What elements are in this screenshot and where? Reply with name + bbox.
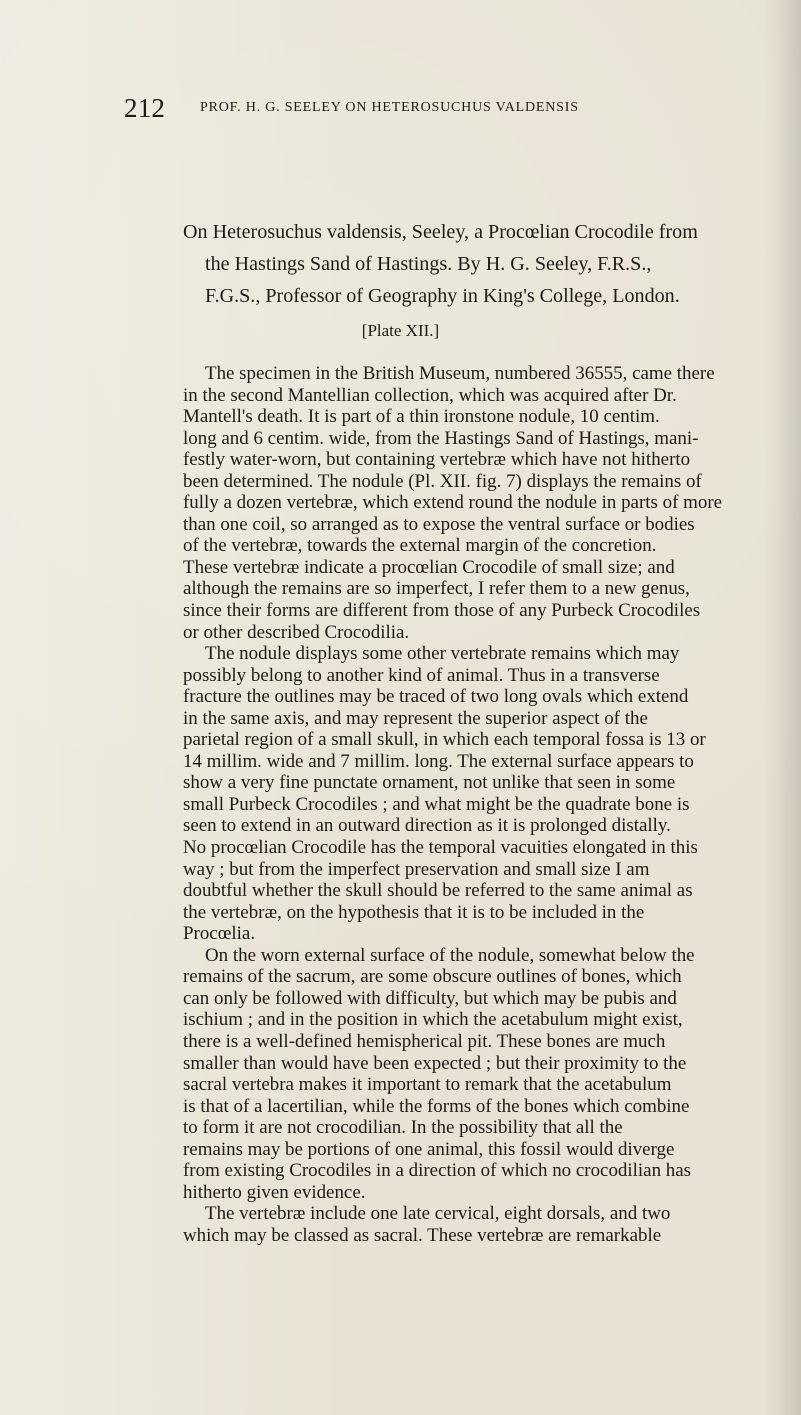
body-line: ischium ; and in the position in which the acetabulum might exist, xyxy=(183,1009,683,1031)
body-line: hitherto given evidence. xyxy=(183,1181,366,1203)
body-line: fully a dozen vertebræ, which extend round the nodule in parts of more xyxy=(183,492,723,514)
body-line: seen to extend in an outward direction as it is prolonged distally. xyxy=(183,815,671,837)
body-line: although the remains are so imperfect, I refer them to a new genus, xyxy=(183,578,690,600)
page-edge-shadow xyxy=(763,0,801,1415)
body-line: of the vertebræ, towards the external margin of the concretion. xyxy=(183,535,657,557)
body-line: remains of the sacrum, are some obscure outlines of bones, which xyxy=(183,966,682,988)
body-line: than one coil, so arranged as to expose the ventral surface or bodies xyxy=(183,513,695,535)
body-line: The nodule displays some other vertebrate remains which may xyxy=(205,643,680,665)
body-line: parietal region of a small skull, in which each temporal fossa is 13 or xyxy=(183,729,706,751)
body-line: small Purbeck Crocodiles ; and what might be the quadrate bone is xyxy=(183,793,690,815)
body-line: from existing Crocodiles in a direction of which no crocodilian has xyxy=(183,1160,692,1182)
body-line: smaller than would have been expected ; but their proximity to the xyxy=(183,1052,687,1074)
body-line: No procœlian Crocodile has the temporal vacuities elongated in this xyxy=(183,837,698,859)
body-line: which may be classed as sacral. These vertebræ are remarkable xyxy=(183,1224,662,1246)
body-line: the vertebræ, on the hypothesis that it is to be included in the xyxy=(183,901,645,923)
title-line-3: F.G.S., Professor of Geography in King's College, London. xyxy=(205,285,680,307)
title-line-2: the Hastings Sand of Hastings. By H. G. Seeley, F.R.S., xyxy=(205,253,652,275)
plate-reference: [Plate XII.] xyxy=(361,321,440,340)
body-line: These vertebræ indicate a procœlian Crocodile of small size; and xyxy=(183,556,675,578)
running-head: PROF. H. G. SEELEY ON HETEROSUCHUS VALDENSIS xyxy=(200,100,579,115)
body-line: possibly belong to another kind of animal. Thus in a transverse xyxy=(183,664,660,686)
body-line: Mantell's death. It is part of a thin ironstone nodule, 10 centim. xyxy=(183,406,660,428)
body-line: fracture the outlines may be traced of two long ovals which extend xyxy=(183,686,689,708)
body-line: to form it are not crocodilian. In the possibility that all the xyxy=(183,1117,623,1139)
page-header xyxy=(0,92,801,132)
body-line: festly water-worn, but containing vertebræ which have not hitherto xyxy=(183,449,691,471)
body-line: remains may be portions of one animal, this fossil would diverge xyxy=(183,1138,675,1160)
body-line: is that of a lacertilian, while the forms of the bones which combine xyxy=(183,1095,690,1117)
body-line: show a very fine punctate ornament, not unlike that seen in some xyxy=(183,772,676,794)
body-line: 14 millim. wide and 7 millim. long. The external surface appears to xyxy=(183,750,694,772)
article-body xyxy=(183,363,757,1246)
body-line: On the worn external surface of the nodule, somewhat below the xyxy=(205,944,695,966)
title-line-1: On Heterosuchus valdensis, Seeley, a Procœlian Crocodile from xyxy=(183,221,698,243)
body-line: since their forms are different from those of any Purbeck Crocodiles xyxy=(183,600,701,622)
body-line: been determined. The nodule (Pl. XII. fig. 7) displays the remains of xyxy=(183,470,702,492)
body-line: Procœlia. xyxy=(183,923,256,945)
body-line: in the same axis, and may represent the superior aspect of the xyxy=(183,707,648,729)
body-line: The specimen in the British Museum, numbered 36555, came there xyxy=(205,363,715,384)
body-line: or other described Crocodilia. xyxy=(183,621,410,643)
body-line: doubtful whether the skull should be referred to the same animal as xyxy=(183,880,693,902)
body-line: The vertebræ include one late cervical, eight dorsals, and two xyxy=(205,1203,671,1225)
body-line: can only be followed with difficulty, but which may be pubis and xyxy=(183,987,677,1009)
body-line: sacral vertebra makes it important to remark that the acetabulum xyxy=(183,1074,672,1096)
body-line: there is a well-defined hemispherical pit. These bones are much xyxy=(183,1030,666,1052)
body-line: long and 6 centim. wide, from the Hastings Sand of Hastings, mani- xyxy=(183,427,699,449)
body-line: way ; but from the imperfect preservation and small size I am xyxy=(183,858,650,880)
page-number: 212 xyxy=(124,93,166,123)
article-title xyxy=(183,216,749,312)
body-line: in the second Mantellian collection, which was acquired after Dr. xyxy=(183,384,677,406)
